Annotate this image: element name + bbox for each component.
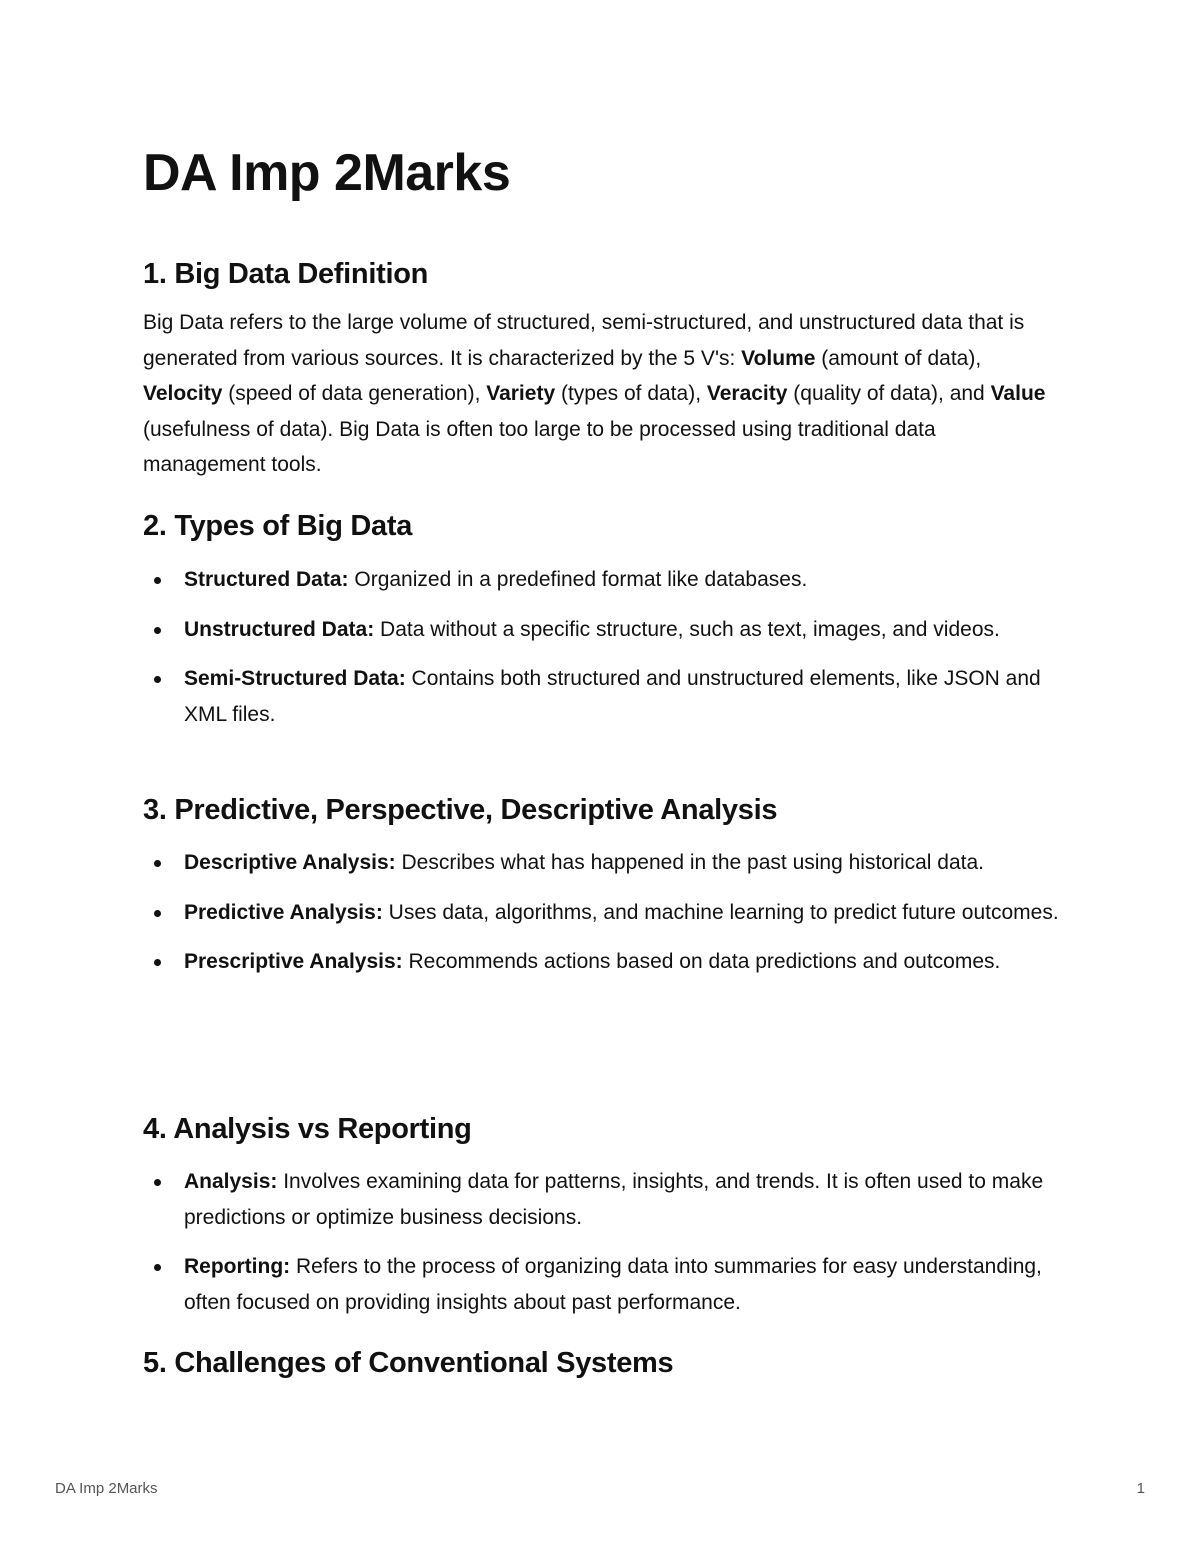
list-item-term: Predictive Analysis: xyxy=(184,900,383,924)
list-item-term: Prescriptive Analysis: xyxy=(184,950,403,973)
list-item-text: Contains both structured and unstructured elements, like JSON and XML files. xyxy=(184,667,1041,726)
list-item-term: Structured Data: xyxy=(184,568,349,591)
term-velocity: Velocity xyxy=(143,382,223,405)
document-title: DA Imp 2Marks xyxy=(143,144,511,202)
list-item-text: Recommends actions based on data predictions and outcomes. xyxy=(402,950,1001,973)
paragraph-text: (usefulness of data). Big Data is often too large to be processed using traditional data management tools. xyxy=(143,417,936,476)
section-heading-challenges: 5. Challenges of Conventional Systems xyxy=(143,1347,674,1379)
bullet-icon xyxy=(154,860,161,867)
list-item xyxy=(143,562,1063,598)
list-item-term: Semi-Structured Data: xyxy=(184,667,406,690)
paragraph-text: (quality of data), and xyxy=(787,382,991,405)
bullet-icon xyxy=(154,1179,161,1186)
paragraph-text: (amount of data), xyxy=(815,346,982,370)
list-item xyxy=(143,1164,1063,1235)
big-data-definition-paragraph xyxy=(143,305,1053,483)
paragraph-text: (types of data), xyxy=(555,382,707,405)
list-item-term: Unstructured Data: xyxy=(184,617,375,641)
bullet-icon xyxy=(154,959,161,966)
bullet-icon xyxy=(154,577,161,584)
bullet-icon xyxy=(154,627,161,634)
list-item-text: Refers to the process of organizing data into summaries for easy understanding, often focused on providing insights about past performance. xyxy=(184,1255,1042,1314)
bullet-icon xyxy=(154,676,161,683)
list-item-text: Uses data, algorithms, and machine learning to predict future outcomes. xyxy=(382,900,1059,924)
list-item-text: Data without a specific structure, such as text, images, and videos. xyxy=(374,617,1000,641)
section-heading-big-data-definition: 1. Big Data Definition xyxy=(143,258,429,290)
term-variety: Variety xyxy=(486,382,556,405)
list-item-term: Analysis: xyxy=(184,1170,278,1193)
term-value: Value xyxy=(990,382,1046,405)
types-of-big-data-list xyxy=(143,562,1063,746)
list-item-text: Organized in a predefined format like databases. xyxy=(348,568,808,591)
paragraph-text: Big Data refers to the large volume of structured, semi-structured, and unstructured data that is generated from various sources. It is characterized by the 5 V's: xyxy=(143,311,1025,370)
section-heading-analysis-vs-reporting: 4. Analysis vs Reporting xyxy=(143,1113,472,1145)
analysis-types-list xyxy=(143,845,1063,994)
list-item xyxy=(143,845,1063,881)
analysis-vs-reporting-list xyxy=(143,1164,1063,1334)
section-heading-types-of-big-data: 2. Types of Big Data xyxy=(143,510,413,542)
list-item xyxy=(143,661,1063,732)
paragraph-text: (speed of data generation), xyxy=(222,382,487,405)
list-item xyxy=(143,612,1063,648)
list-item-text: Involves examining data for patterns, insights, and trends. It is often used to make predictions or optimize business decisions. xyxy=(184,1170,1044,1229)
bullet-icon xyxy=(154,1264,161,1271)
list-item-term: Descriptive Analysis: xyxy=(184,851,396,874)
list-item xyxy=(143,1249,1063,1320)
bullet-icon xyxy=(154,910,161,917)
term-volume: Volume xyxy=(741,346,816,370)
list-item xyxy=(143,944,1063,980)
term-veracity: Veracity xyxy=(706,382,788,405)
list-item-text: Describes what has happened in the past using historical data. xyxy=(395,851,985,874)
section-heading-analysis-types: 3. Predictive, Perspective, Descriptive Analysis xyxy=(143,794,778,826)
footer-document-title: DA Imp 2Marks xyxy=(55,1480,158,1497)
list-item-term: Reporting: xyxy=(184,1255,291,1278)
footer-page-number: 1 xyxy=(1136,1480,1145,1497)
list-item xyxy=(143,895,1063,931)
